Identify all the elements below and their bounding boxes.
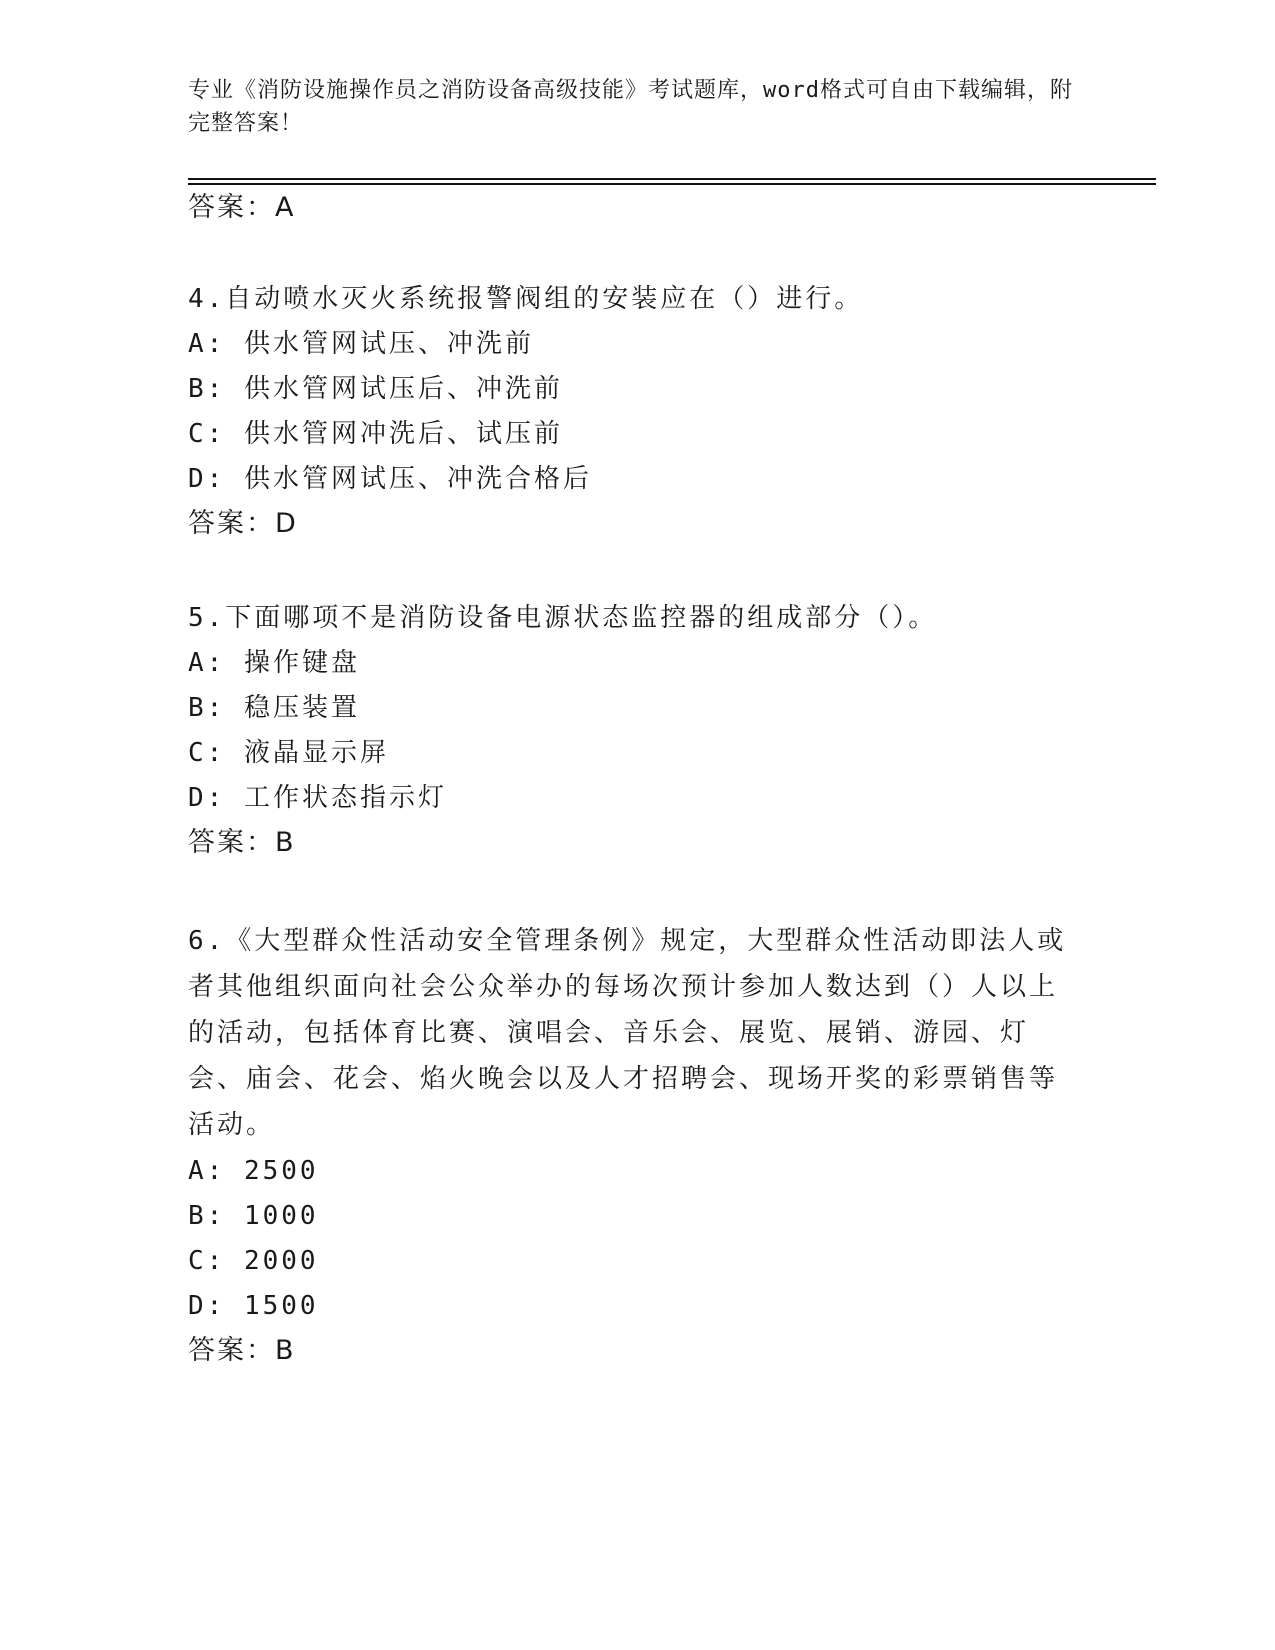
- question-5-option-b: B: 稳压装置: [188, 693, 360, 723]
- question-4-option-c: C: 供水管网冲洗后、试压前: [188, 419, 563, 449]
- document-intro: 专业《消防设施操作员之消防设备高级技能》考试题库，word格式可自由下载编辑，附完整答案！: [188, 78, 1073, 136]
- header-divider-top: [188, 178, 1156, 180]
- question-4-answer: 答案：D: [188, 508, 298, 539]
- question-6-stem: 6.《大型群众性活动安全管理条例》规定，大型群众性活动即法人或者其他组织面向社会公众举办的每场次预计参加人数达到（）人以上的活动，包括体育比赛、演唱会、音乐会、展览、展销、游园、灯会、庙会、花会、焰火晚会以及人才招聘会、现场开奖的彩票销售等活动。: [188, 926, 1067, 1140]
- previous-answer: 答案：A: [188, 192, 296, 223]
- header-divider-bottom: [188, 183, 1156, 185]
- question-5-option-c: C: 液晶显示屏: [188, 738, 389, 768]
- question-5-option-a: A: 操作键盘: [188, 648, 360, 678]
- question-6-option-d: D: 1500: [188, 1291, 319, 1321]
- question-6-option-c: C: 2000: [188, 1246, 319, 1276]
- question-4-stem: 4.自动喷水灭火系统报警阀组的安装应在（）进行。: [188, 284, 864, 314]
- question-6-option-b: B: 1000: [188, 1201, 319, 1231]
- question-5-option-d: D: 工作状态指示灯: [188, 783, 447, 813]
- question-4-option-d: D: 供水管网试压、冲洗合格后: [188, 464, 592, 494]
- question-6-option-a: A: 2500: [188, 1156, 319, 1186]
- question-5-stem: 5.下面哪项不是消防设备电源状态监控器的组成部分（）。: [188, 603, 938, 633]
- question-5-answer: 答案：B: [188, 827, 296, 858]
- question-4-option-b: B: 供水管网试压后、冲洗前: [188, 374, 563, 404]
- question-4-option-a: A: 供水管网试压、冲洗前: [188, 329, 534, 359]
- question-6-answer: 答案：B: [188, 1335, 296, 1366]
